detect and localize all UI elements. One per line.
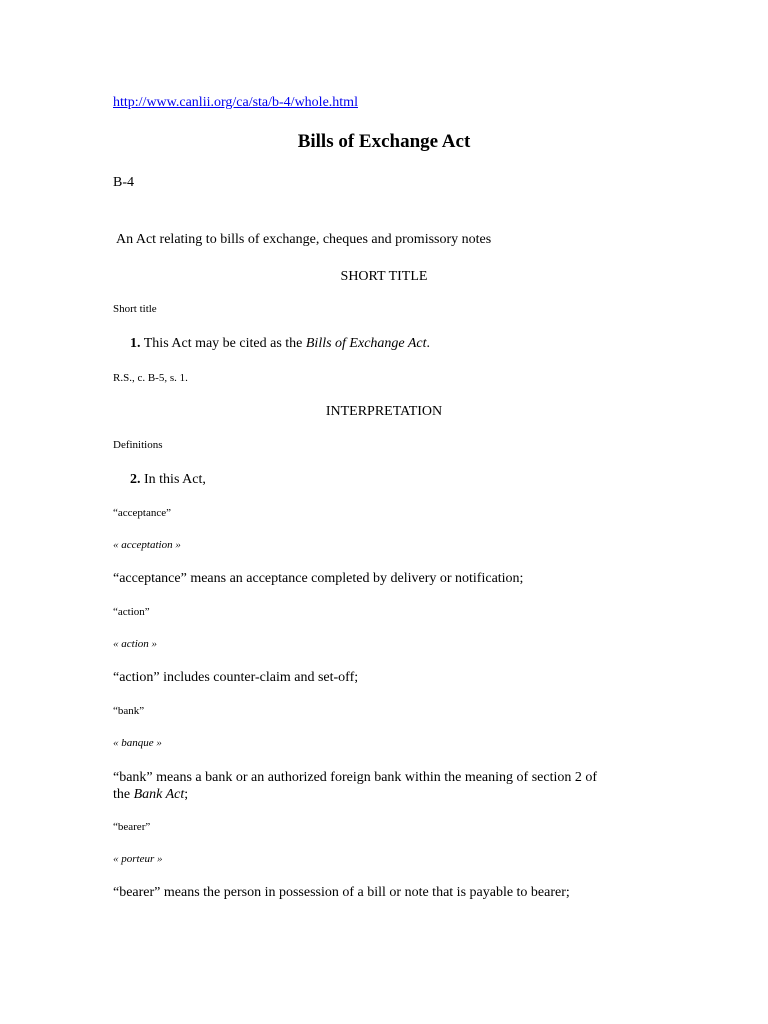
- definition-text-bank-line1: “bank” means a bank or an authorized foreign bank within the meaning of section 2 of: [113, 770, 598, 785]
- definition-text-acceptance: “acceptance” means an acceptance completed by delivery or notification;: [113, 571, 524, 586]
- section-1-text: This Act may be cited as the: [143, 336, 306, 351]
- short-title-heading: SHORT TITLE: [340, 269, 428, 284]
- bank-line2-prefix: the: [113, 787, 134, 802]
- definition-text-action: “action” includes counter-claim and set-off;: [113, 670, 359, 685]
- section-2: [130, 471, 206, 488]
- long-title: An Act relating to bills of exchange, cheques and promissory notes: [116, 232, 492, 247]
- source-link[interactable]: http://www.canlii.org/ca/sta/b-4/whole.html: [113, 95, 358, 110]
- bank-line2-suffix: ;: [184, 787, 189, 802]
- act-title: Bills of Exchange Act: [297, 131, 471, 152]
- section-1-number: 1.: [130, 336, 141, 351]
- section-1-text-end: .: [426, 336, 431, 351]
- section-1-act-name: Bills of Exchange Act: [305, 336, 427, 351]
- definition-term-action: “action”: [113, 606, 150, 618]
- chapter-number: B-4: [113, 175, 134, 190]
- section-2-number: 2.: [130, 472, 141, 487]
- definition-french-acceptance: « acceptation »: [113, 539, 181, 551]
- definition-term-bearer: “bearer”: [113, 821, 151, 833]
- section-1: [130, 335, 430, 352]
- definition-text-bearer: “bearer” means the person in possession of a bill or note that is payable to bearer;: [113, 885, 570, 900]
- bank-act-name: Bank Act: [133, 787, 185, 802]
- definition-french-bearer: « porteur »: [113, 853, 163, 865]
- short-title-marginal-note: Short title: [113, 303, 157, 315]
- section-1-history: R.S., c. B-5, s. 1.: [113, 372, 188, 384]
- section-2-text: In this Act,: [144, 472, 206, 487]
- interpretation-heading: INTERPRETATION: [325, 404, 443, 419]
- definition-term-bank: “bank”: [113, 705, 145, 717]
- definition-text-bank-line2: [113, 786, 188, 803]
- definitions-marginal-note: Definitions: [113, 439, 163, 451]
- definition-term-acceptance: “acceptance”: [113, 507, 171, 519]
- definition-french-bank: « banque »: [113, 737, 162, 749]
- definition-french-action: « action »: [113, 638, 157, 650]
